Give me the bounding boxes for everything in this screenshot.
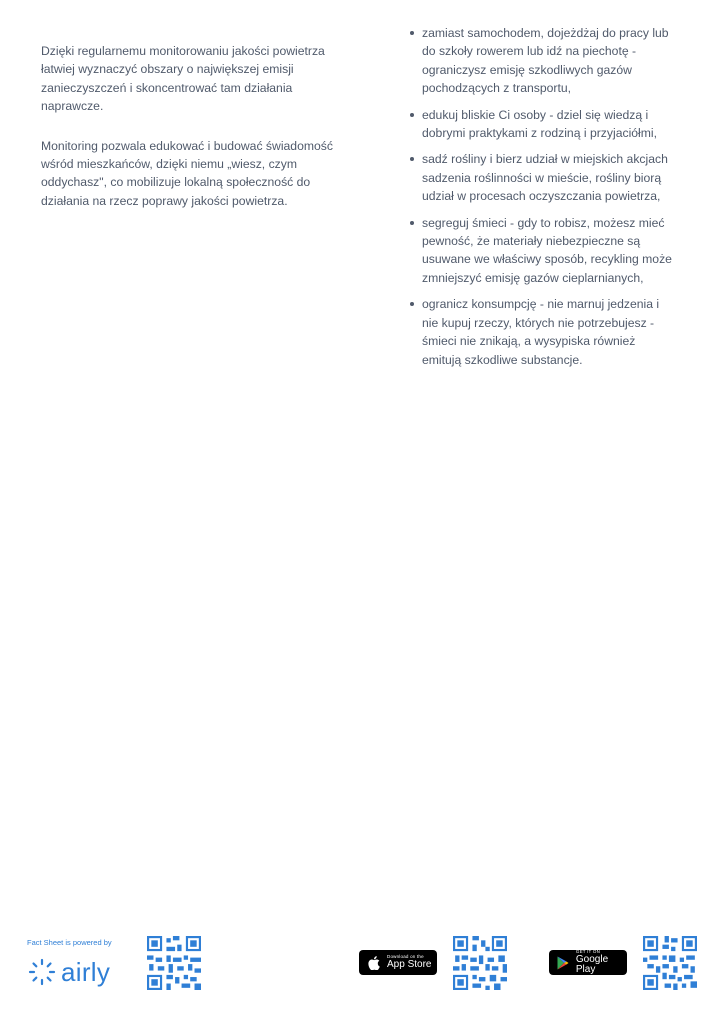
list-item (410, 24, 672, 98)
google-play-label: Google Play (575, 954, 609, 976)
google-play-button[interactable] (549, 950, 627, 975)
left-column (41, 42, 341, 231)
bullet-icon (410, 31, 414, 35)
right-column (410, 24, 672, 377)
list-item (410, 214, 672, 288)
list-item (410, 106, 672, 143)
list-item-text: sadź rośliny i bierz udział w miejskich akcjach sadzenia roślinności w mieście, rośliny biorą udział w procesach oczyszczania powietrza, (422, 152, 668, 204)
qr-code-icon[interactable] (453, 936, 507, 990)
airly-logo[interactable] (27, 954, 127, 990)
app-store-label: App Store (387, 959, 432, 971)
airly-logo-icon (27, 957, 57, 987)
list-item (410, 150, 672, 205)
list-item-text: zamiast samochodem, dojeżdżaj do pracy lub do szkoły rowerem lub idź na piechotę - ograniczysz emisję szkodliwych gazów pochodzących z transportu, (422, 26, 669, 96)
powered-by-text: Fact Sheet is powered by (27, 938, 112, 947)
list-item-text: edukuj bliskie Ci osoby - dziel się wiedzą i dobrymi praktykami z rodziną i przyjaciółmi, (422, 107, 658, 141)
bullet-icon (410, 221, 414, 225)
bullet-icon (410, 157, 414, 161)
qr-code-icon[interactable] (147, 936, 201, 990)
bullet-icon (410, 113, 414, 117)
app-store-small-text: Download on the (387, 953, 424, 959)
apple-icon (365, 954, 383, 972)
airly-logo-text: airly (61, 956, 111, 987)
qr-code-icon[interactable] (643, 936, 697, 990)
paragraph-education: Monitoring pozwala edukować i budować świadomość wśród mieszkańców, dzięki niemu „wiesz, czym oddychasz", co mobilizuje lokalną społeczność do działania na rzecz poprawy jakości powietrza. (41, 138, 333, 208)
list-item-text: segreguj śmieci - gdy to robisz, możesz mieć pewność, że materiały niebezpieczne są usuwane we właściwy sposób, recykling może zmniejszyć emisję gazów cieplarnianych, (422, 215, 672, 285)
paragraph-monitoring-benefits: Dzięki regularnemu monitorowaniu jakości powietrza łatwiej wyznaczyć obszary o największej emisji zanieczyszczeń i skoncentrować tam działania naprawcze. (41, 44, 325, 114)
google-play-icon (555, 954, 572, 972)
bullet-icon (410, 302, 414, 306)
list-item (410, 295, 672, 369)
tips-list (410, 24, 672, 369)
footer (0, 930, 725, 1000)
app-store-button[interactable] (359, 950, 437, 975)
google-play-small-text: GET IT ON (575, 948, 601, 954)
list-item-text: ogranicz konsumpcję - nie marnuj jedzenia i nie kupuj rzeczy, których nie potrzebujesz - śmieci nie znikają, a wysypiska również emitują szkodliwe substancje. (422, 297, 660, 367)
